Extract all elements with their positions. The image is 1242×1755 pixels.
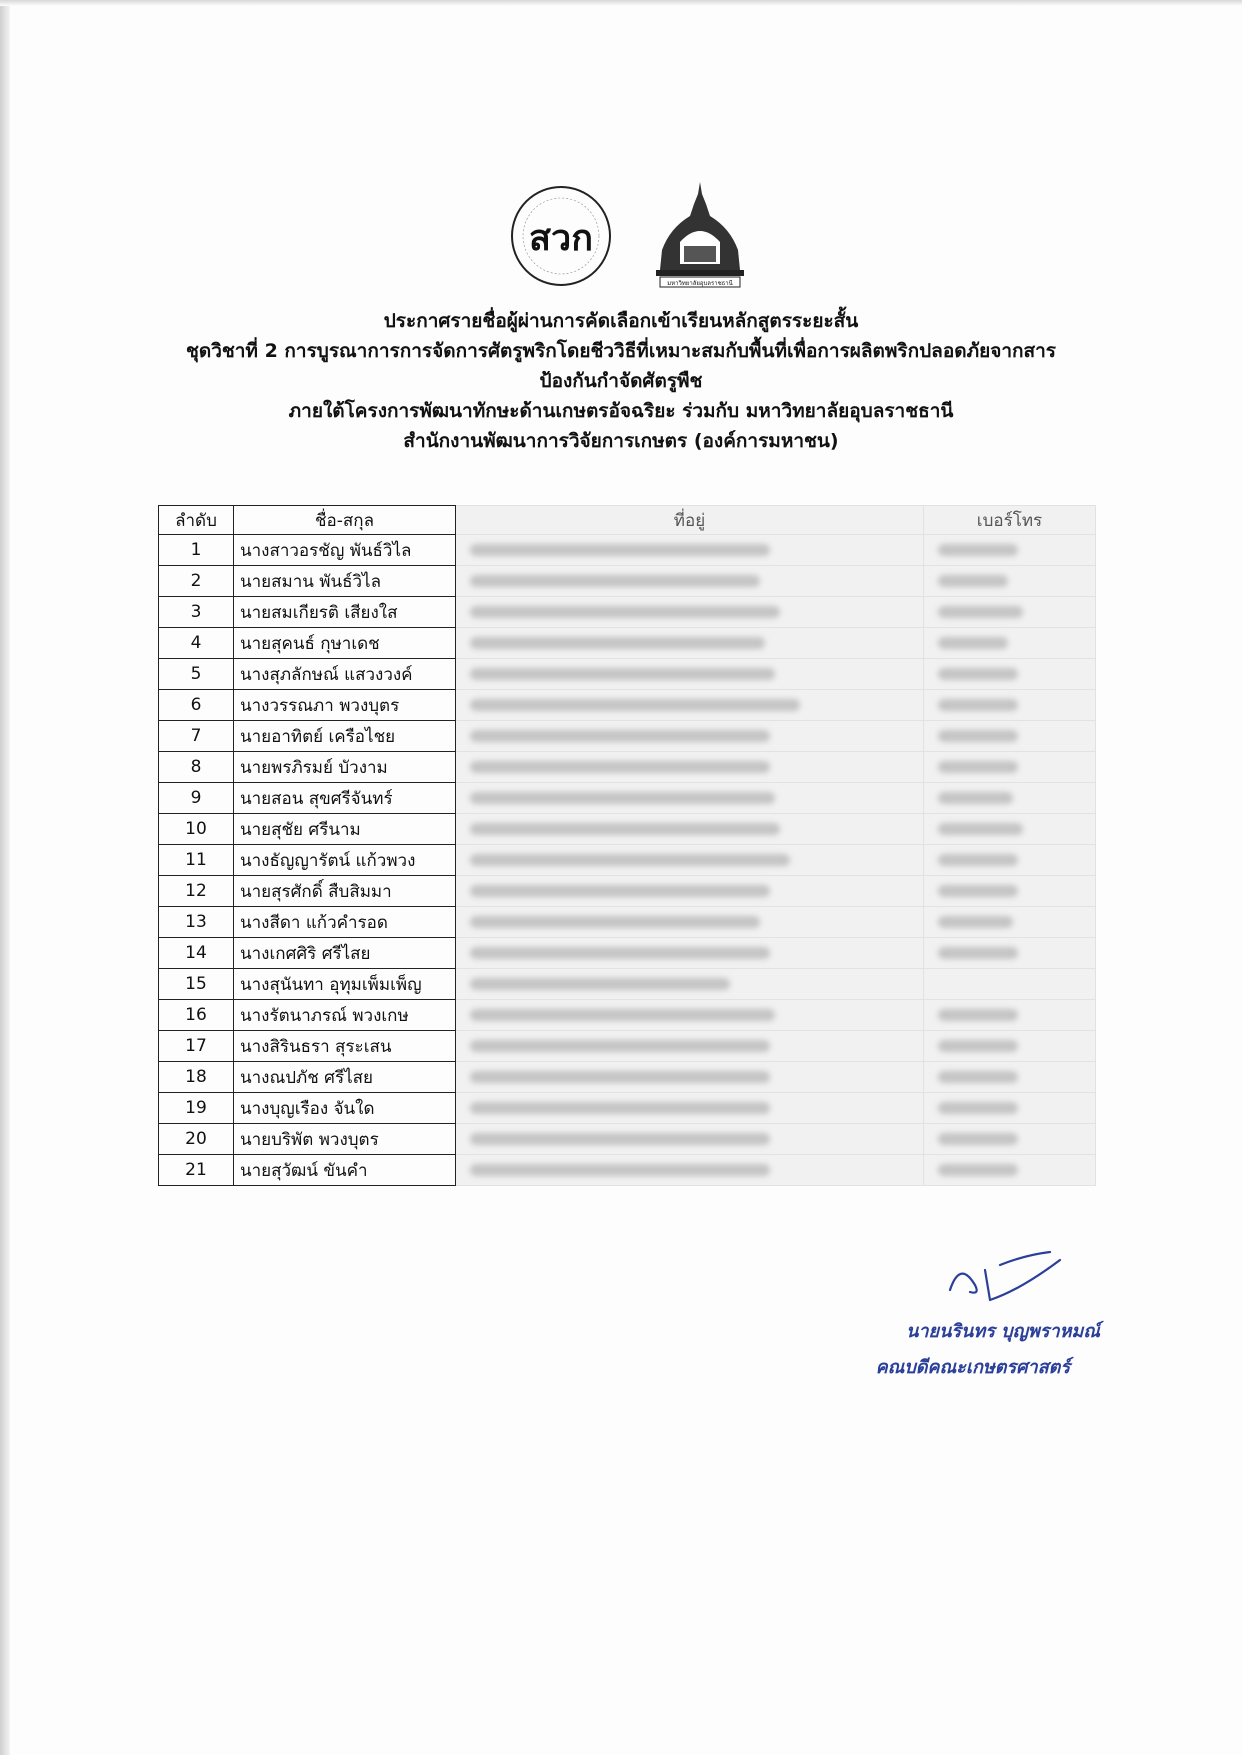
phone-redacted <box>924 1093 1096 1124</box>
row-number: 19 <box>159 1093 234 1124</box>
redaction-blur <box>938 606 1023 618</box>
handwritten-signature <box>930 1250 1070 1310</box>
row-number: 18 <box>159 1062 234 1093</box>
phone-redacted <box>924 566 1096 597</box>
address-redacted <box>456 969 924 1000</box>
table-row <box>159 876 1096 907</box>
table-row <box>159 845 1096 876</box>
row-number: 8 <box>159 752 234 783</box>
row-number: 4 <box>159 628 234 659</box>
redaction-blur <box>470 1164 770 1176</box>
phone-redacted <box>924 597 1096 628</box>
row-number: 15 <box>159 969 234 1000</box>
table-row <box>159 783 1096 814</box>
phone-redacted <box>924 1000 1096 1031</box>
redaction-blur <box>470 730 770 742</box>
redaction-blur <box>938 575 1008 587</box>
redaction-blur <box>470 916 760 928</box>
address-redacted <box>456 690 924 721</box>
redaction-blur <box>938 947 1018 959</box>
address-redacted <box>456 1124 924 1155</box>
participant-table <box>158 505 1096 1186</box>
table-row <box>159 969 1096 1000</box>
participant-name: นายสุวัฒน์ ขันคำ <box>234 1155 456 1186</box>
redaction-blur <box>938 916 1013 928</box>
address-redacted <box>456 845 924 876</box>
participant-name: นางรัตนาภรณ์ พวงเกษ <box>234 1000 456 1031</box>
redaction-blur <box>938 1040 1018 1052</box>
phone-redacted <box>924 721 1096 752</box>
redaction-blur <box>938 823 1023 835</box>
phone-redacted <box>924 876 1096 907</box>
redaction-blur <box>470 978 730 990</box>
redaction-blur <box>470 854 790 866</box>
redaction-blur <box>470 1040 770 1052</box>
participant-name: นางสีดา แก้วคำรอด <box>234 907 456 938</box>
address-redacted <box>456 876 924 907</box>
table-row <box>159 1124 1096 1155</box>
redaction-blur <box>470 1102 770 1114</box>
table-row <box>159 597 1096 628</box>
participant-name: นางวรรณภา พวงบุตร <box>234 690 456 721</box>
phone-redacted <box>924 814 1096 845</box>
announcement-header <box>100 306 1142 456</box>
participant-name: นายสมเกียรติ เสียงใส <box>234 597 456 628</box>
redaction-blur <box>938 699 1018 711</box>
address-redacted <box>456 783 924 814</box>
col-header-phone: เบอร์โทร <box>924 506 1096 535</box>
phone-redacted <box>924 659 1096 690</box>
ubu-caption: มหาวิทยาลัยอุบลราชธานี <box>667 280 733 287</box>
participant-name: นายสุรศักดิ์ สืบสิมมา <box>234 876 456 907</box>
phone-redacted <box>924 845 1096 876</box>
participant-name: นายสมาน พันธ์วิไล <box>234 566 456 597</box>
row-number: 11 <box>159 845 234 876</box>
phone-redacted <box>924 907 1096 938</box>
address-redacted <box>456 1155 924 1186</box>
redaction-blur <box>470 575 760 587</box>
address-redacted <box>456 1000 924 1031</box>
participant-name: นายสุชัย ศรีนาม <box>234 814 456 845</box>
redaction-blur <box>938 792 1013 804</box>
address-redacted <box>456 1062 924 1093</box>
address-redacted <box>456 659 924 690</box>
ars-monogram: สวก <box>529 218 593 259</box>
redaction-blur <box>938 1133 1018 1145</box>
address-redacted <box>456 628 924 659</box>
table-row <box>159 1031 1096 1062</box>
table-row <box>159 690 1096 721</box>
redaction-blur <box>938 1009 1018 1021</box>
table-row <box>159 721 1096 752</box>
redaction-blur <box>938 885 1018 897</box>
redaction-blur <box>470 544 770 556</box>
address-redacted <box>456 535 924 566</box>
redaction-blur <box>470 823 780 835</box>
row-number: 20 <box>159 1124 234 1155</box>
participant-name: นายบริพัต พวงบุตร <box>234 1124 456 1155</box>
redaction-blur <box>470 1009 775 1021</box>
redaction-blur <box>938 761 1018 773</box>
participant-name: นายพรภิรมย์ บัวงาม <box>234 752 456 783</box>
redaction-blur <box>938 668 1018 680</box>
redaction-blur <box>938 1164 1018 1176</box>
row-number: 7 <box>159 721 234 752</box>
phone-redacted <box>924 752 1096 783</box>
table-header-row <box>159 506 1096 535</box>
table-row <box>159 907 1096 938</box>
redaction-blur <box>470 668 775 680</box>
redaction-blur <box>938 544 1018 556</box>
table-row <box>159 1062 1096 1093</box>
redaction-blur <box>938 854 1018 866</box>
row-number: 13 <box>159 907 234 938</box>
row-number: 1 <box>159 535 234 566</box>
participant-name: นางณปภัช ศรีไสย <box>234 1062 456 1093</box>
logo-group <box>505 180 755 290</box>
title-line-2: ชุดวิชาที่ 2 การบูรณาการการจัดการศัตรูพริกโดยชีววิธีที่เหมาะสมกับพื้นที่เพื่อการผลิตพริกปลอดภัยจากสาร <box>185 340 1057 362</box>
address-redacted <box>456 597 924 628</box>
row-number: 21 <box>159 1155 234 1186</box>
table-row <box>159 628 1096 659</box>
address-redacted <box>456 907 924 938</box>
redaction-blur <box>938 1102 1018 1114</box>
table-row <box>159 938 1096 969</box>
redaction-blur <box>938 637 1008 649</box>
row-number: 14 <box>159 938 234 969</box>
row-number: 5 <box>159 659 234 690</box>
participant-name: นางเกศศิริ ศรีไสย <box>234 938 456 969</box>
col-header-address: ที่อยู่ <box>456 506 924 535</box>
phone-redacted <box>924 783 1096 814</box>
title-line-4: ภายใต้โครงการพัฒนาทักษะด้านเกษตรอัจฉริยะ ร่วมกับ มหาวิทยาลัยอุบลราชธานี <box>288 400 954 422</box>
redaction-blur <box>470 885 770 897</box>
phone-redacted <box>924 628 1096 659</box>
address-redacted <box>456 1093 924 1124</box>
redaction-blur <box>470 606 780 618</box>
row-number: 17 <box>159 1031 234 1062</box>
table-row <box>159 566 1096 597</box>
redaction-blur <box>938 730 1018 742</box>
redaction-blur <box>470 637 765 649</box>
row-number: 9 <box>159 783 234 814</box>
row-number: 3 <box>159 597 234 628</box>
table-row <box>159 1093 1096 1124</box>
row-number: 16 <box>159 1000 234 1031</box>
table-row <box>159 1000 1096 1031</box>
participant-name: นางธัญญารัตน์ แก้วพวง <box>234 845 456 876</box>
phone-redacted <box>924 1031 1096 1062</box>
participant-name: นางบุญเรือง จันใด <box>234 1093 456 1124</box>
address-redacted <box>456 938 924 969</box>
redaction-blur <box>938 1071 1018 1083</box>
table-row <box>159 1155 1096 1186</box>
phone-redacted <box>924 690 1096 721</box>
phone-redacted <box>924 1155 1096 1186</box>
redaction-blur <box>470 792 775 804</box>
title-line-5: สำนักงานพัฒนาการวิจัยการเกษตร (องค์การมหาชน) <box>403 430 839 452</box>
signature-block <box>810 1250 1110 1380</box>
row-number: 2 <box>159 566 234 597</box>
participant-name: นางสุภลักษณ์ แสวงวงค์ <box>234 659 456 690</box>
table-row <box>159 659 1096 690</box>
phone-redacted <box>924 535 1096 566</box>
address-redacted <box>456 752 924 783</box>
address-redacted <box>456 814 924 845</box>
signatory-title: คณบดีคณะเกษตรศาสตร์ <box>875 1357 1070 1378</box>
title-line-1: ประกาศรายชื่อผู้ผ่านการคัดเลือกเข้าเรียนหลักสูตรระยะสั้น <box>383 310 859 332</box>
phone-redacted <box>924 1062 1096 1093</box>
phone-redacted <box>924 938 1096 969</box>
address-redacted <box>456 566 924 597</box>
participant-name: นายสุคนธ์ กุษาเดช <box>234 628 456 659</box>
table-row <box>159 814 1096 845</box>
redaction-blur <box>470 947 770 959</box>
signatory-name: นายนรินทร บุญพราหมณ์ <box>906 1321 1100 1342</box>
address-redacted <box>456 721 924 752</box>
phone-redacted <box>924 1124 1096 1155</box>
redaction-blur <box>470 699 800 711</box>
participant-name: นายอาทิตย์ เครือไชย <box>234 721 456 752</box>
redaction-blur <box>470 761 770 773</box>
redaction-blur <box>470 1071 770 1083</box>
row-number: 6 <box>159 690 234 721</box>
col-header-no: ลำดับ <box>159 506 234 535</box>
participant-name: นางสิรินธรา สุระเสน <box>234 1031 456 1062</box>
ars-logo <box>509 184 613 288</box>
ubu-logo <box>650 180 750 290</box>
redaction-blur <box>470 1133 770 1145</box>
scan-edge <box>0 0 10 1755</box>
address-redacted <box>456 1031 924 1062</box>
title-line-3: ป้องกันกำจัดศัตรูพืช <box>539 370 703 392</box>
table-row <box>159 535 1096 566</box>
participant-name: นายสอน สุขศรีจันทร์ <box>234 783 456 814</box>
row-number: 10 <box>159 814 234 845</box>
row-number: 12 <box>159 876 234 907</box>
phone-redacted <box>924 969 1096 1000</box>
table-row <box>159 752 1096 783</box>
col-header-name: ชื่อ-สกุล <box>234 506 456 535</box>
scan-edge-top <box>0 0 1242 6</box>
participant-name: นางสาวอรชัญ พันธ์วิไล <box>234 535 456 566</box>
participant-name: นางสุนันทา อุทุมเพ็มเพ็ญ <box>234 969 456 1000</box>
